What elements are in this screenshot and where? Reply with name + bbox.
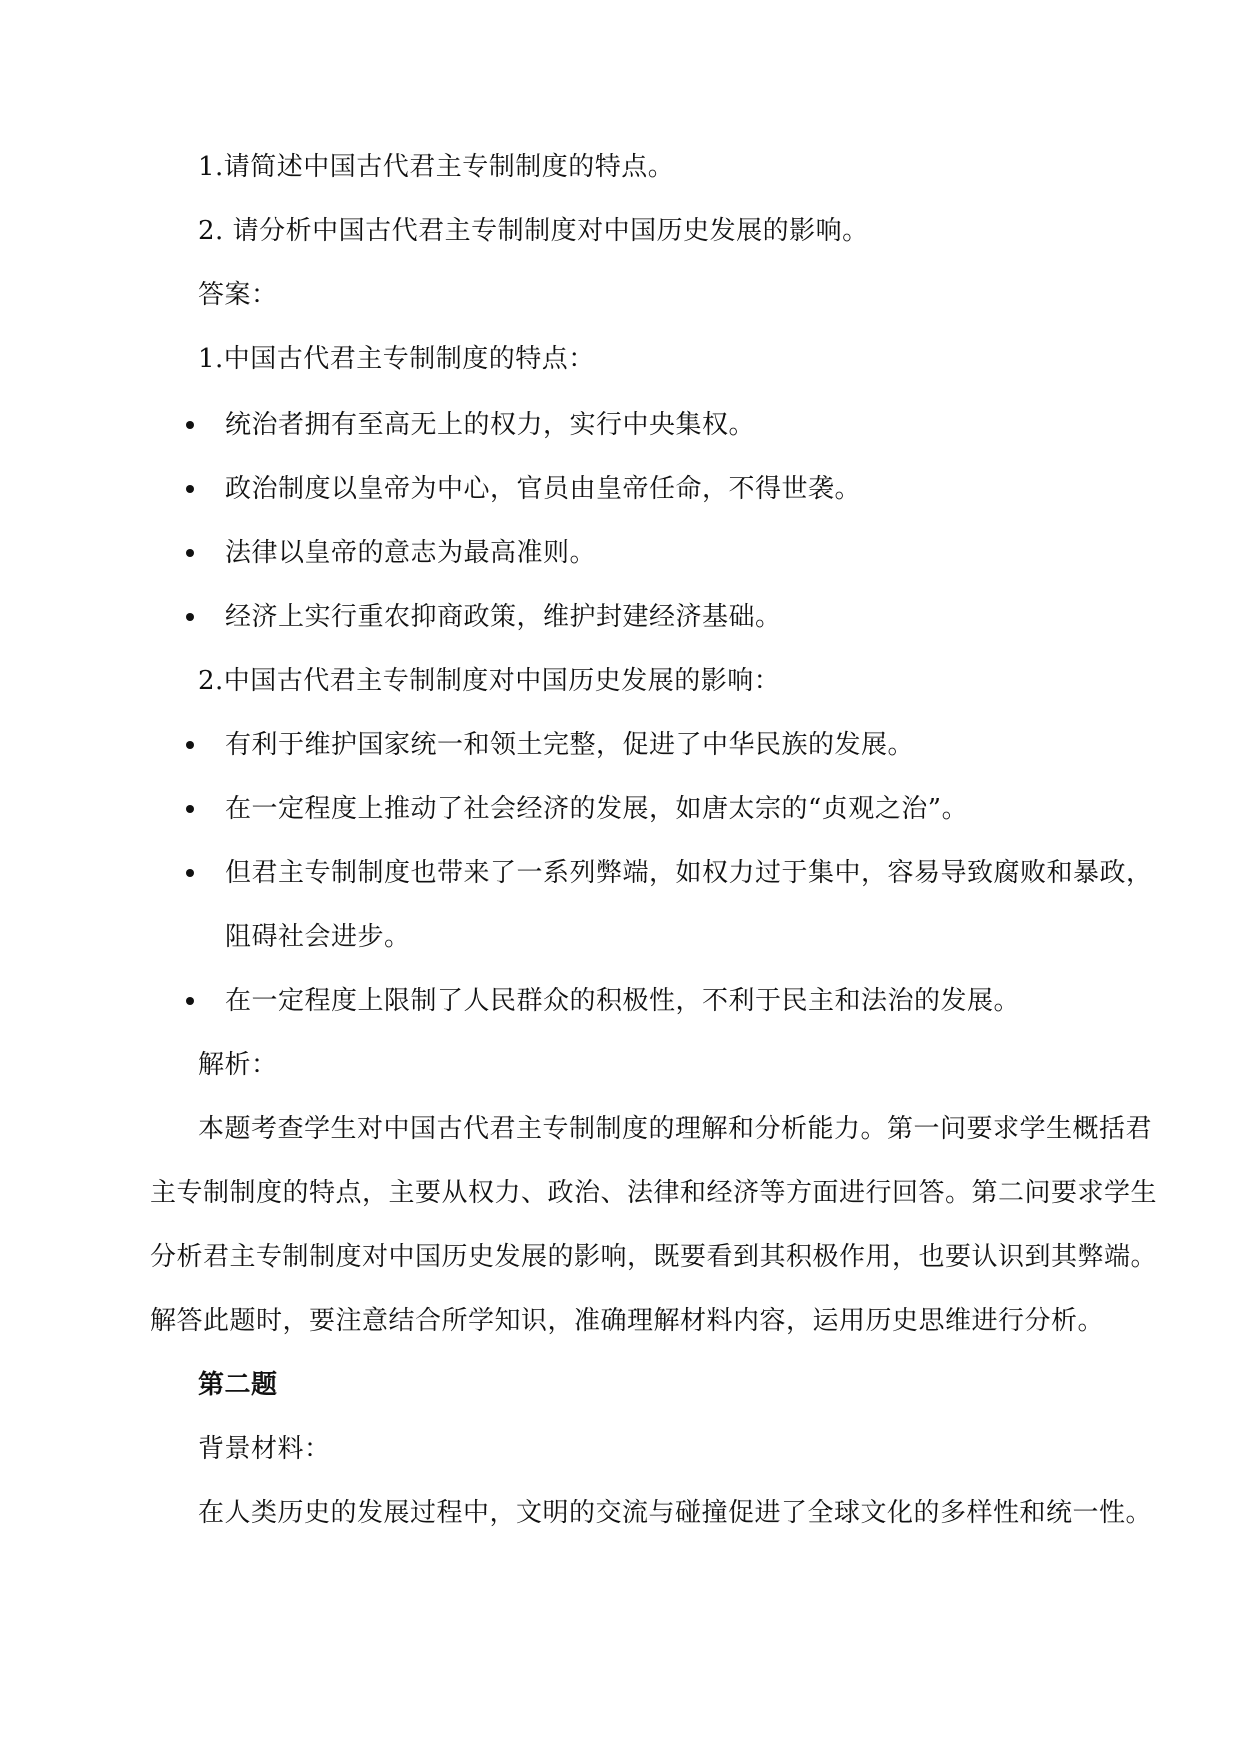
bullet-icon [186,613,194,621]
analysis-paragraph-line: 本题考查学生对中国古代君主专制制度的理解和分析能力。第一问要求学生概括君 [198,1114,1153,1144]
answer-1-item: 政治制度以皇帝为中心，官员由皇帝任命，不得世袭。 [225,474,862,504]
background-label: 背景材料： [198,1434,331,1464]
question-2: 2. 请分析中国古代君主专制制度对中国历史发展的影响。 [198,216,869,246]
bullet-icon [186,549,194,557]
answer-2-item-continuation: 阻碍社会进步。 [225,922,411,952]
analysis-paragraph-line: 解答此题时，要注意结合所学知识，准确理解材料内容，运用历史思维进行分析。 [150,1306,1105,1336]
answer-2-item: 在一定程度上限制了人民群众的积极性，不利于民主和法治的发展。 [225,986,1021,1016]
answer-1-item: 经济上实行重农抑商政策，维护封建经济基础。 [225,602,782,632]
analysis-label: 解析： [198,1050,278,1080]
bullet-icon [186,741,194,749]
answer-2-item: 但君主专制制度也带来了一系列弊端，如权力过于集中，容易导致腐败和暴政， [225,858,1153,888]
answer-2-heading: 2.中国古代君主专制制度对中国历史发展的影响： [198,666,781,696]
bullet-icon [186,869,194,877]
answer-label: 答案： [198,280,278,310]
answer-2-item: 在一定程度上推动了社会经济的发展，如唐太宗的“贞观之治”。 [225,794,969,824]
answer-1-item: 法律以皇帝的意志为最高准则。 [225,538,597,568]
section-2-title: 第二题 [198,1370,278,1400]
bullet-icon [186,421,194,429]
question-1: 1.请简述中国古代君主专制制度的特点。 [198,152,675,182]
bullet-icon [186,485,194,493]
bullet-icon [186,805,194,813]
analysis-paragraph-line: 主专制制度的特点，主要从权力、政治、法律和经济等方面进行回答。第二问要求学生 [150,1178,1158,1208]
answer-2-item: 有利于维护国家统一和领土完整，促进了中华民族的发展。 [225,730,915,760]
analysis-paragraph-line: 分析君主专制制度对中国历史发展的影响，既要看到其积极作用，也要认识到其弊端。 [150,1242,1158,1272]
answer-1-item: 统治者拥有至高无上的权力，实行中央集权。 [225,410,756,440]
answer-1-heading: 1.中国古代君主专制制度的特点： [198,344,595,374]
background-text: 在人类历史的发展过程中，文明的交流与碰撞促进了全球文化的多样性和统一性。 [198,1498,1153,1528]
bullet-icon [186,997,194,1005]
